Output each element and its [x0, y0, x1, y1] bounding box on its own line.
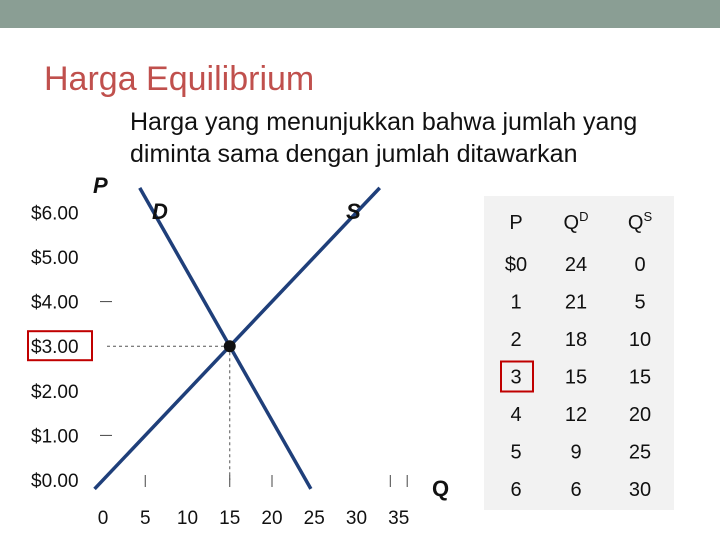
table-cell: 25: [628, 441, 652, 464]
table-cell: 5: [510, 441, 522, 464]
y-tick-label: $2.00: [31, 381, 79, 403]
table-cell: 0: [634, 254, 646, 276]
x-tick-label: 15: [219, 508, 241, 529]
slide-title: Harga Equilibrium: [44, 60, 315, 98]
table-cell: 15: [564, 366, 588, 389]
x-tick-label: 20: [261, 508, 283, 529]
y-axis-label: P: [93, 173, 108, 198]
table-cell: 5: [634, 291, 646, 314]
x-tick-label: 35: [388, 508, 410, 529]
slide-subtitle: Harga yang menunjukkan bahwa jumlah yang diminta sama dengan jumlah ditawarkan: [130, 108, 638, 168]
x-axis-label: Q: [432, 476, 450, 501]
table-cell: $0: [504, 254, 528, 276]
table-cell: 6: [510, 479, 522, 501]
table-cell: 30: [628, 479, 652, 501]
table-cell: 12: [564, 404, 588, 426]
table-cell: 4: [510, 404, 522, 426]
table-cell: 6: [570, 479, 582, 501]
s-curve-label: S: [346, 199, 361, 224]
x-tick-label: 25: [303, 508, 325, 529]
table-header: P: [509, 212, 523, 234]
equilibrium-point: [224, 340, 236, 352]
y-tick-label: $5.00: [31, 248, 79, 269]
table-cell: 9: [570, 441, 582, 464]
x-tick-label: 30: [345, 508, 368, 529]
x-tick-label: 5: [139, 508, 151, 529]
table-cell: 1: [510, 291, 522, 314]
y-tick-label: $0.00: [31, 471, 79, 492]
table-cell: 15: [628, 366, 652, 389]
table-cell: 2: [510, 329, 522, 351]
table-header: $Q^D$: [563, 209, 589, 234]
table-cell: 20: [628, 404, 652, 426]
x-tick-label: 0: [97, 508, 109, 529]
y-tick-label: $4.00: [31, 292, 79, 314]
x-tick-label: 10: [176, 508, 199, 529]
d-curve-label: D: [152, 199, 168, 224]
y-tick-label: $1.00: [31, 426, 79, 448]
table-cell: 24: [564, 254, 588, 276]
d-curve: [140, 188, 311, 489]
y-tick-label: $3.00: [31, 337, 79, 359]
table-cell: 10: [628, 329, 652, 351]
table-cell: 18: [564, 329, 588, 351]
table-header: $Q^S$: [627, 209, 653, 234]
table-cell: 21: [564, 291, 588, 314]
y-tick-label: $6.00: [31, 203, 79, 225]
table-cell: 3: [510, 366, 522, 389]
s-curve: [95, 188, 380, 489]
